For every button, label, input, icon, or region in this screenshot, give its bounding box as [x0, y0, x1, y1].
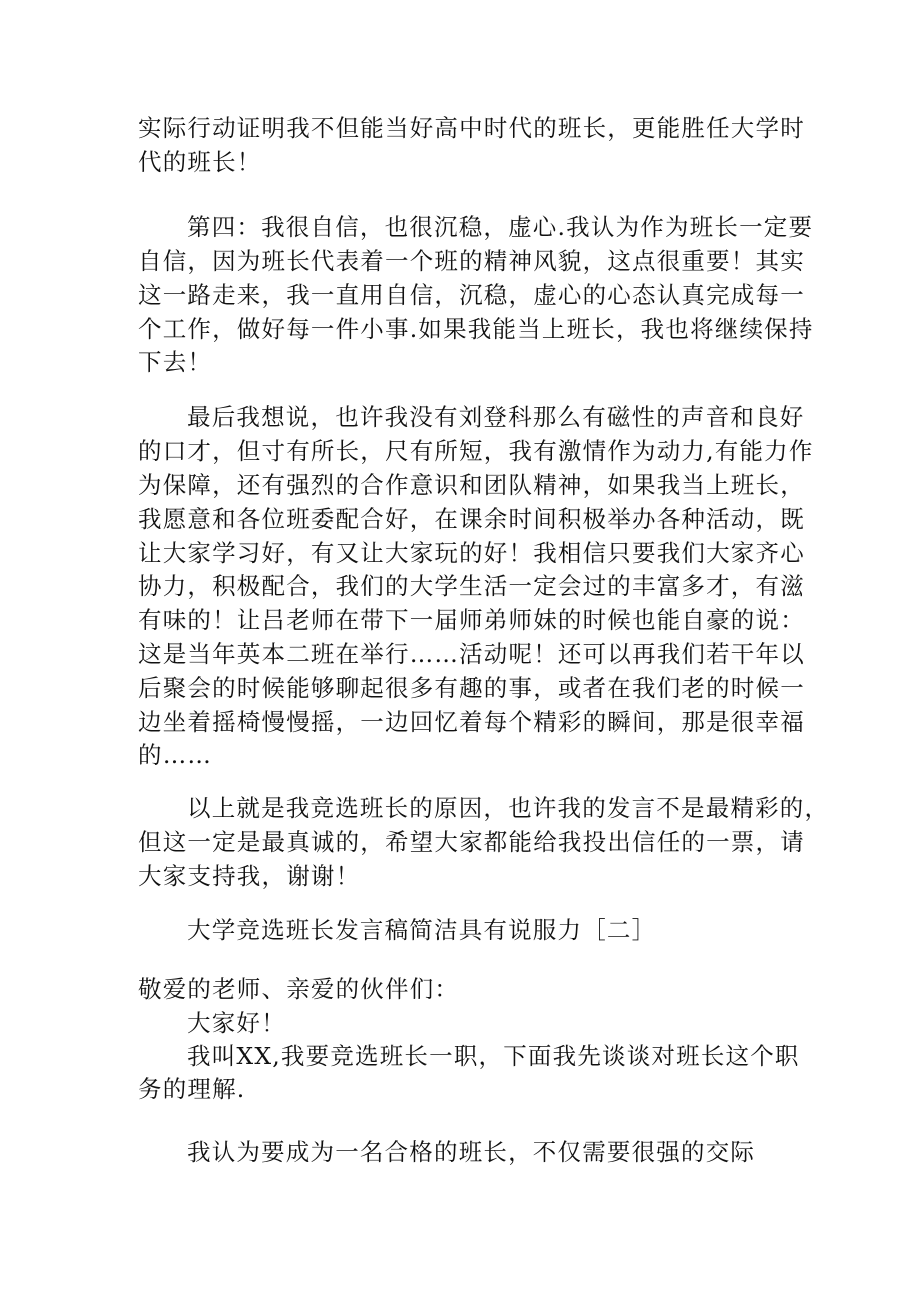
- paragraph-line: 第四：我很自信，也很沉稳，虚心.我认为作为班长一定要: [187, 213, 814, 241]
- paragraph-line: 代的班长！: [138, 148, 262, 176]
- paragraph-line: 我叫XX,我要竞选班长一职，下面我先谈谈对班长这个职: [187, 1042, 800, 1070]
- section-heading: 大学竞选班长发言稿简洁具有说服力［二］: [187, 916, 657, 944]
- paragraph-line: 自信，因为班长代表着一个班的精神风貌，这点很重要！其实: [138, 247, 805, 275]
- paragraph-line: 下去！: [138, 348, 213, 376]
- paragraph-line: 边坐着摇椅慢慢摇，一边回忆着每个精彩的瞬间，那是很幸福: [138, 708, 805, 736]
- greeting: 大家好！: [187, 1009, 286, 1037]
- paragraph-line: 大家支持我，谢谢！: [138, 862, 361, 890]
- paragraph-line: 为保障，还有强烈的合作意识和团队精神，如果我当上班长，: [138, 471, 805, 499]
- paragraph-line: 的……: [138, 741, 213, 769]
- paragraph-line: 务的理解.: [138, 1075, 246, 1103]
- paragraph-line: 后聚会的时候能够聊起很多有趣的事，或者在我们老的时候一: [138, 674, 805, 702]
- salutation: 敬爱的老师、亲爱的伙伴们：: [138, 975, 460, 1003]
- paragraph-line: 这是当年英本二班在举行……活动呢！还可以再我们若干年以: [138, 640, 805, 668]
- paragraph-line: 让大家学习好，有又让大家玩的好！我相信只要我们大家齐心: [138, 539, 805, 567]
- paragraph-line: 协力，积极配合，我们的大学生活一定会过的丰富多才，有滋: [138, 572, 805, 600]
- paragraph-line: 我认为要成为一名合格的班长，不仅需要很强的交际: [187, 1138, 756, 1166]
- paragraph-line: 个工作，做好每一件小事.如果我能当上班长，我也将继续保持: [138, 315, 814, 343]
- paragraph-line: 这一路走来，我一直用自信，沉稳，虚心的心态认真完成每一: [138, 281, 805, 309]
- paragraph-line: 最后我想说，也许我没有刘登科那么有磁性的声音和良好: [187, 403, 805, 431]
- paragraph-line: 我愿意和各位班委配合好，在课余时间积极举办各种活动，既: [138, 505, 805, 533]
- paragraph-line: 有味的！让吕老师在带下一届师弟师妹的时候也能自豪的说：: [138, 606, 805, 634]
- paragraph-line: 的口才，但寸有所长，尺有所短，我有激情作为动力,有能力作: [138, 437, 814, 465]
- paragraph-line: 实际行动证明我不但能当好高中时代的班长，更能胜任大学时: [138, 114, 805, 142]
- paragraph-line: 但这一定是最真诚的，希望大家都能给我投出信任的一票，请: [138, 828, 805, 856]
- paragraph-line: 以上就是我竞选班长的原因，也许我的发言不是最精彩的，: [187, 794, 830, 822]
